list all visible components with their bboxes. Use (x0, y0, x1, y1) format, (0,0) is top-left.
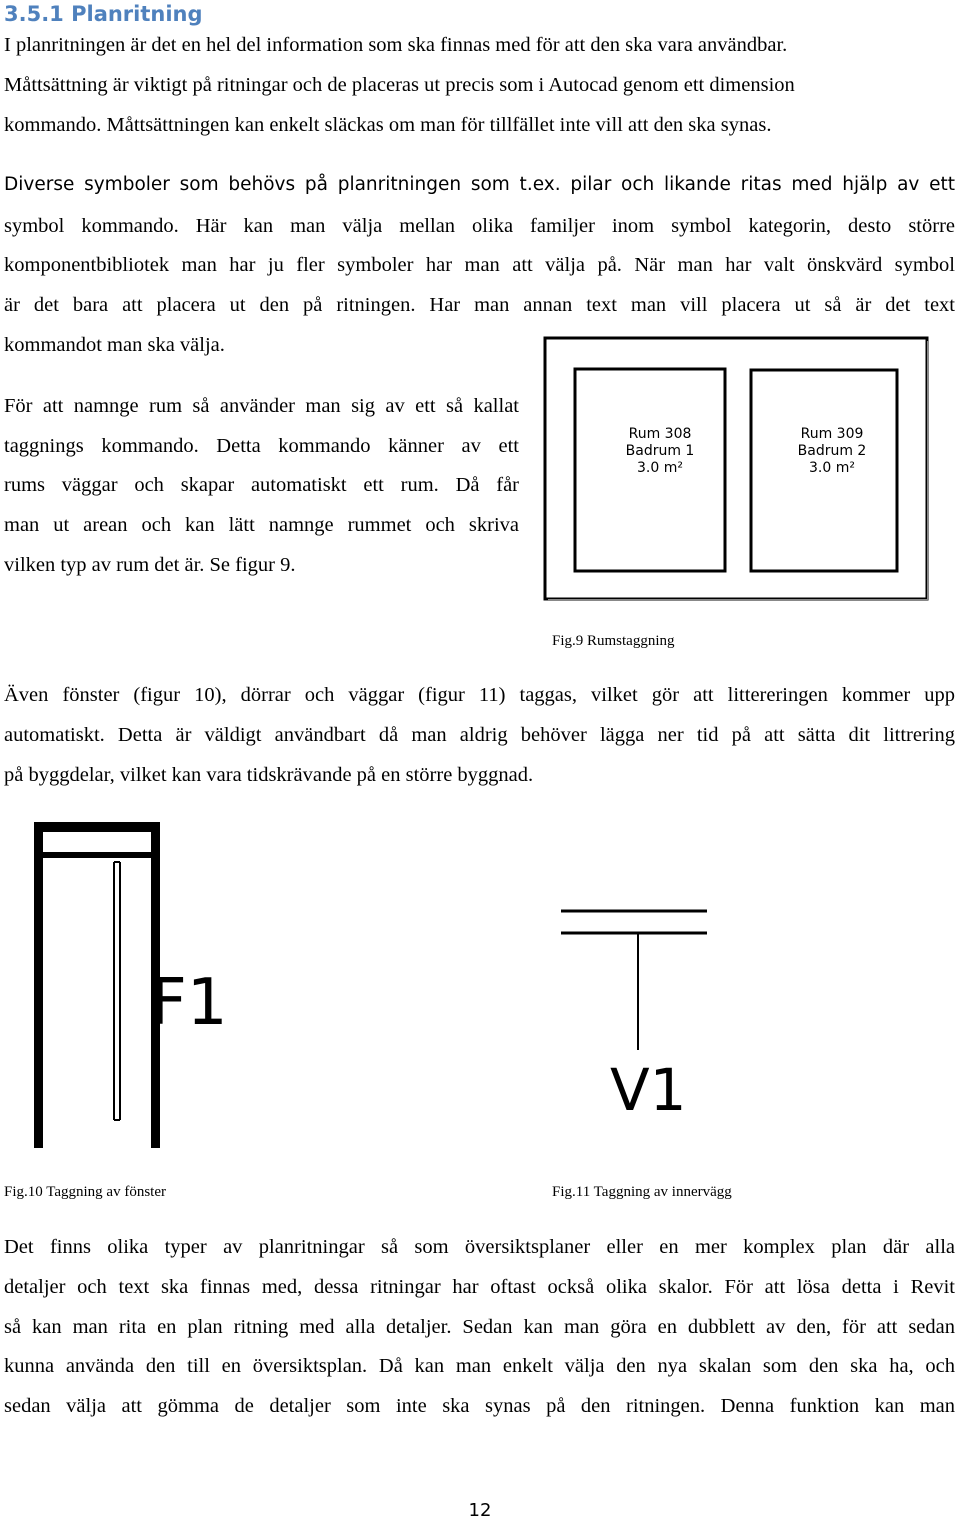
paragraph-1-line: kommando. Måttsättningen kan enkelt släckas om man för tillfället inte vill att den ska synas. (4, 114, 772, 136)
section-heading: 3.5.1 Planritning (4, 2, 203, 26)
paragraph-3-line: taggnings kommando. Detta kommando känner av ett (4, 435, 519, 457)
figure-10-window-tag (30, 818, 230, 1152)
figure-11-caption: Fig.11 Taggning av innervägg (552, 1184, 732, 1200)
paragraph-4-line: automatiskt. Detta är väldigt användbart då man aldrig behöver lägga ner tid på att sätta dit littrering (4, 724, 955, 746)
paragraph-2-line: komponentbibliotek man har ju fler symboler har man att välja på. När man har valt önskvärd symbol (4, 254, 955, 276)
page-number: 12 (468, 1500, 492, 1521)
figure-11-wall-tag (556, 904, 716, 1124)
paragraph-2-line: kommandot man ska välja. (4, 334, 225, 356)
paragraph-1-line: I planritningen är det en hel del information som ska finnas med för att den ska vara användbar. (4, 34, 788, 56)
paragraph-3-line: vilken typ av rum det är. Se figur 9. (4, 554, 296, 576)
paragraph-3-line: För att namnge rum så använder man sig av ett så kallat (4, 395, 519, 417)
figure-9-room-tagging (540, 336, 932, 604)
wall-tag-label: V1 (610, 1056, 687, 1124)
room-309-name: Rum 309 (800, 426, 864, 442)
paragraph-5-line: Det finns olika typer av planritningar så som översiktsplaner eller en mer komplex plan där alla (4, 1236, 955, 1258)
paragraph-3-line: rums väggar och skapar automatiskt ett rum. Då får (4, 474, 519, 496)
paragraph-4-line: på byggdelar, vilket kan vara tidskrävande på en större byggnad. (4, 764, 534, 786)
figure-9-caption: Fig.9 Rumstaggning (552, 633, 675, 649)
room-308-type: Badrum 1 (625, 443, 695, 459)
room-309-type: Badrum 2 (797, 443, 867, 459)
paragraph-1-line: Måttsättning är viktigt på ritningar och de placeras ut precis som i Autocad genom ett dimension (4, 74, 795, 96)
paragraph-2-line: är det bara att placera ut den på ritningen. Har man annan text man vill placera ut så är det text (4, 294, 955, 316)
paragraph-4-line: Även fönster (figur 10), dörrar och väggar (figur 11) taggas, vilket gör att littereringen kommer upp (4, 684, 955, 706)
paragraph-3-line: man ut arean och kan lätt namnge rummet och skriva (4, 514, 519, 536)
window-tag-label: F1 (150, 966, 228, 1040)
paragraph-5-line: kunna använda den till en översiktsplan. Då kan man enkelt välja den nya skalan som den ska ha, och (4, 1355, 955, 1377)
paragraph-2-line: symbol kommando. Här kan man välja mellan olika familjer inom symbol kategorin, desto större (4, 215, 955, 237)
paragraph-2-line: Diverse symboler som behövs på planritningen som t.ex. pilar och likande ritas med hjälp av ett (4, 174, 955, 195)
figure-10-caption: Fig.10 Taggning av fönster (4, 1184, 166, 1200)
paragraph-5-line: så kan man rita en plan ritning med alla detaljer. Sedan kan man göra en dubblett av den, för att sedan (4, 1316, 955, 1338)
room-309-area: 3.0 m² (809, 460, 855, 476)
room-308-area: 3.0 m² (637, 460, 683, 476)
room-308-name: Rum 308 (628, 426, 692, 442)
paragraph-5-line: sedan välja att gömma de detaljer som inte ska synas på den ritningen. Denna funktion kan man (4, 1395, 955, 1417)
paragraph-5-line: detaljer och text ska finnas med, dessa ritningar har oftast också olika skalor. För att lösa detta i Revit (4, 1276, 955, 1298)
